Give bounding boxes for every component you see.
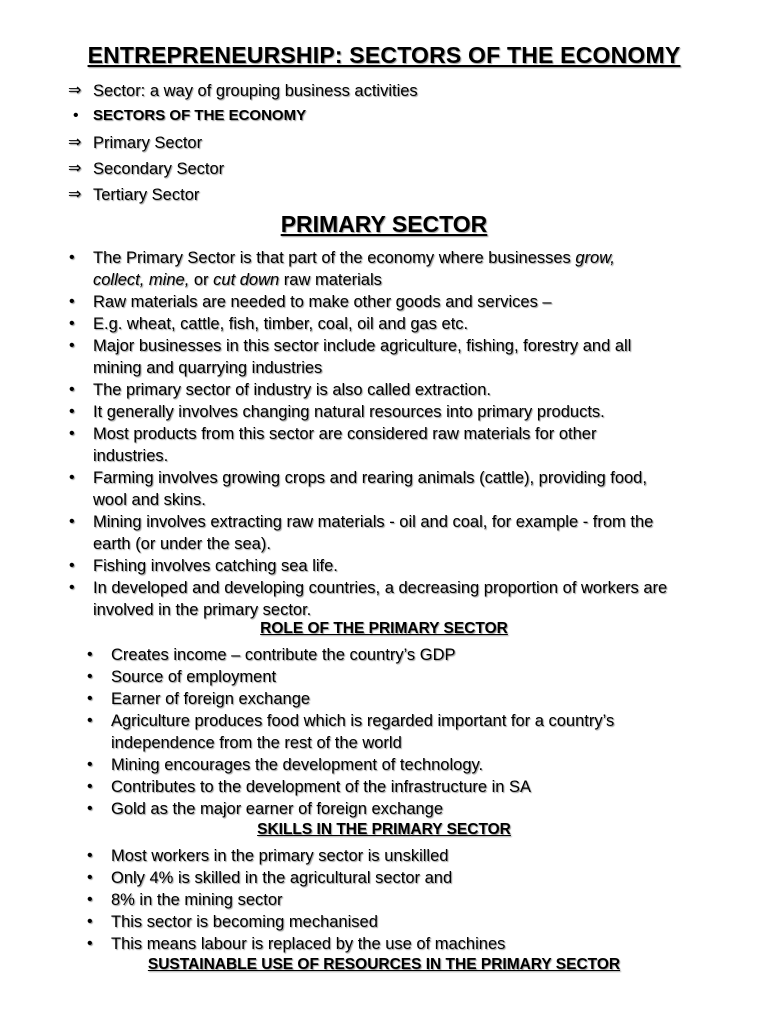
- bullet-icon: •: [69, 469, 75, 486]
- list-item: • This sector is becoming mechanised: [87, 913, 378, 931]
- sector-definition: Sector: a way of grouping business activities: [93, 82, 418, 100]
- skills-list: [87, 845, 506, 955]
- bullet-icon: •: [87, 891, 93, 908]
- bullet-icon: •: [87, 668, 93, 685]
- arrow-icon: ⇒: [68, 160, 82, 177]
- sector-item-primary: Primary Sector: [93, 134, 203, 152]
- list-item: • Farming involves growing crops and rearing animals (cattle), providing food, wool and skins.: [69, 469, 647, 509]
- skills-heading: SKILLS IN THE PRIMARY SECTOR: [257, 821, 511, 838]
- bullet-icon: •: [69, 249, 75, 266]
- list-item: • 8% in the mining sector: [87, 891, 283, 909]
- list-item: • The primary sector of industry is also called extraction.: [69, 381, 491, 399]
- role-list: [87, 644, 615, 820]
- list-item: • Mining encourages the development of technology.: [87, 756, 484, 774]
- sector-item-secondary: Secondary Sector: [93, 160, 225, 178]
- bullet-icon: •: [87, 935, 93, 952]
- list-item: • Gold as the major earner of foreign exchange: [87, 800, 444, 818]
- sector-item-tertiary: Tertiary Sector: [93, 186, 200, 204]
- arrow-icon: ⇒: [68, 82, 82, 99]
- list-item: • Fishing involves catching sea life.: [69, 557, 338, 575]
- list-item: • Most workers in the primary sector is unskilled: [87, 847, 449, 865]
- bullet-icon: •: [87, 913, 93, 930]
- list-item: • Mining involves extracting raw materials - oil and coal, for example - from the earth (or under the sea).: [69, 513, 654, 553]
- bullet-icon: •: [69, 557, 75, 574]
- list-item: • In developed and developing countries, a decreasing proportion of workers are involved in the primary sector.: [69, 579, 668, 619]
- bullet-icon: •: [87, 847, 93, 864]
- bullet-icon: •: [69, 425, 75, 442]
- bullet-icon: •: [87, 778, 93, 795]
- arrow-icon: ⇒: [68, 186, 82, 203]
- bullet-icon: •: [87, 712, 93, 729]
- bullet-icon: •: [69, 403, 75, 420]
- page-title: ENTREPRENEURSHIP: SECTORS OF THE ECONOMY: [87, 42, 681, 68]
- bullet-icon: •: [73, 107, 79, 124]
- bullet-icon: •: [69, 579, 75, 596]
- sectors-heading: SECTORS OF THE ECONOMY: [93, 107, 307, 124]
- role-heading: ROLE OF THE PRIMARY SECTOR: [260, 620, 508, 637]
- list-item: • The Primary Sector is that part of the economy where businesses grow, collect, mine, or cut down raw materials: [69, 249, 615, 289]
- bullet-icon: •: [69, 293, 75, 310]
- bullet-icon: •: [87, 646, 93, 663]
- bullet-icon: •: [87, 800, 93, 817]
- list-item: • Most products from this sector are considered raw materials for other industries.: [69, 425, 597, 465]
- list-item: • This means labour is replaced by the use of machines: [87, 935, 506, 953]
- bullet-icon: •: [69, 315, 75, 332]
- list-item: • Major businesses in this sector include agriculture, fishing, forestry and all mining and quarrying industries: [69, 337, 632, 377]
- list-item: • Source of employment: [87, 668, 277, 686]
- primary-sector-list: [69, 247, 668, 621]
- bullet-icon: •: [87, 690, 93, 707]
- list-item: • Contributes to the development of the infrastructure in SA: [87, 778, 532, 796]
- bullet-icon: •: [69, 337, 75, 354]
- bullet-icon: •: [87, 756, 93, 773]
- sustainable-heading: SUSTAINABLE USE OF RESOURCES IN THE PRIMARY SECTOR: [147, 956, 621, 973]
- list-item: • It generally involves changing natural resources into primary products.: [69, 403, 605, 421]
- list-item: • Agriculture produces food which is regarded important for a country’s independence from the rest of the world: [87, 712, 615, 752]
- list-item: • E.g. wheat, cattle, fish, timber, coal, oil and gas etc.: [69, 315, 469, 333]
- bullet-icon: •: [69, 381, 75, 398]
- bullet-icon: •: [87, 869, 93, 886]
- bullet-icon: •: [69, 513, 75, 530]
- list-item: • Only 4% is skilled in the agricultural sector and: [87, 869, 453, 887]
- list-item: • Earner of foreign exchange: [87, 690, 311, 708]
- primary-sector-title: PRIMARY SECTOR: [280, 211, 488, 237]
- list-item: • Creates income – contribute the country’s GDP: [87, 646, 456, 664]
- list-item: • Raw materials are needed to make other goods and services –: [69, 293, 552, 311]
- arrow-icon: ⇒: [68, 134, 82, 151]
